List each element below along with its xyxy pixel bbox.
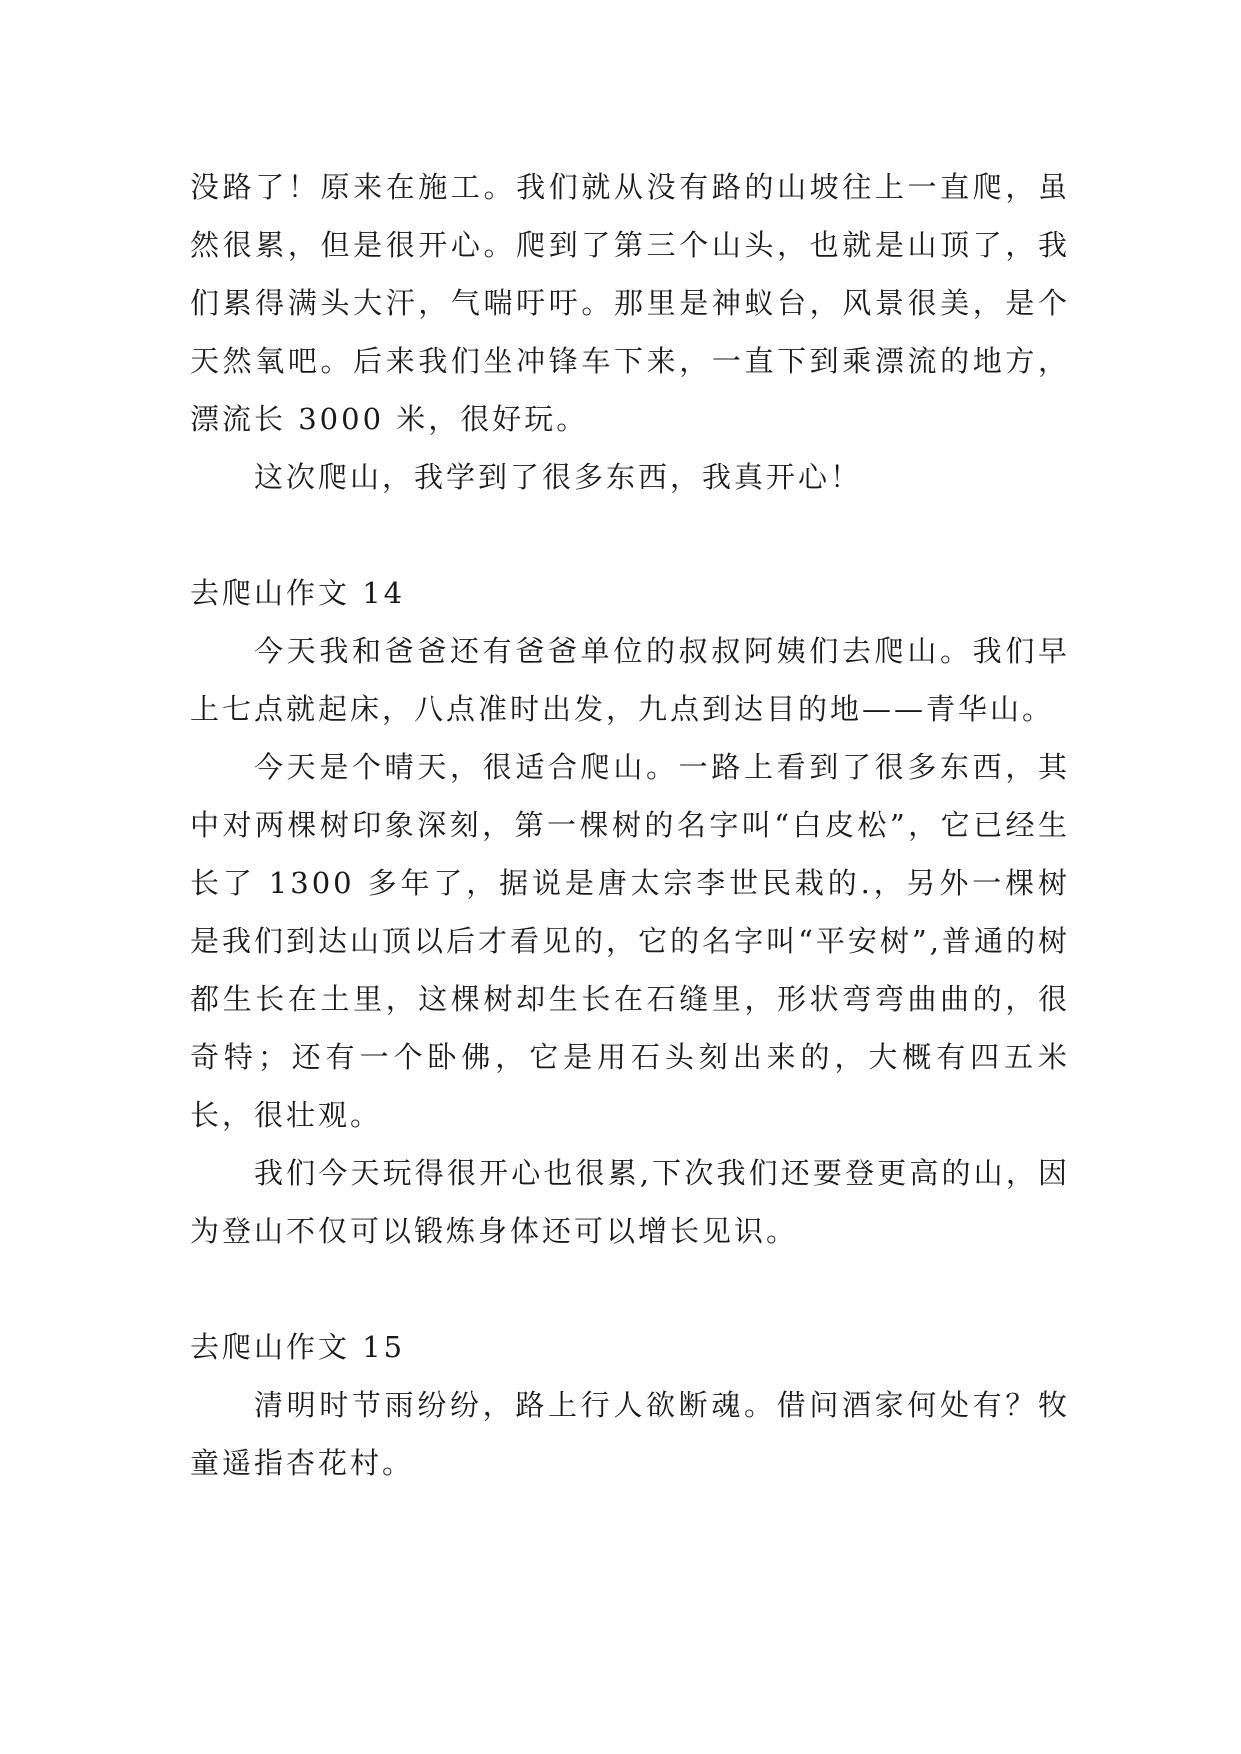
paragraph-essay14-3: 我们今天玩得很开心也很累,下次我们还要登更高的山，因为登山不仅可以锻炼身体还可以增长见识。 xyxy=(190,1156,1070,1248)
paragraph-essay15-1: 清明时节雨纷纷，路上行人欲断魂。借问酒家何处有？牧童遥指杏花村。 xyxy=(190,1388,1070,1480)
paragraph-continued: 没路了！原来在施工。我们就从没有路的山坡往上一直爬，虽然很累，但是很开心。爬到了第三个山头，也就是山顶了，我们累得满头大汗，气喘吁吁。那里是神蚁台，风景很美，是个天然氧吧。后来我们坐冲锋车下来，一直下到乘漂流的地方，漂流长 3000 米，很好玩。 xyxy=(190,170,1070,436)
document-body xyxy=(190,158,1070,1492)
essay-heading-14: 去爬山作文 14 xyxy=(190,576,406,610)
paragraph-essay14-2: 今天是个晴天，很适合爬山。一路上看到了很多东西，其中对两棵树印象深刻，第一棵树的名字叫“白皮松”，它已经生长了 1300 多年了，据说是唐太宗李世民栽的.，另外一棵树是我们到达山顶以后才看见的，它的名字叫“平安树”,普通的树都生长在土里，这棵树却生长在石缝里，形状弯弯曲曲的，很奇特；还有一个卧佛，它是用石头刻出来的，大概有四五米长，很壮观。 xyxy=(190,750,1070,1132)
paragraph-essay14-1: 今天我和爸爸还有爸爸单位的叔叔阿姨们去爬山。我们早上七点就起床，八点准时出发，九点到达目的地——青华山。 xyxy=(190,634,1070,726)
essay-heading-15: 去爬山作文 15 xyxy=(190,1330,406,1364)
paragraph-conclusion: 这次爬山，我学到了很多东西，我真开心！ xyxy=(254,460,863,494)
